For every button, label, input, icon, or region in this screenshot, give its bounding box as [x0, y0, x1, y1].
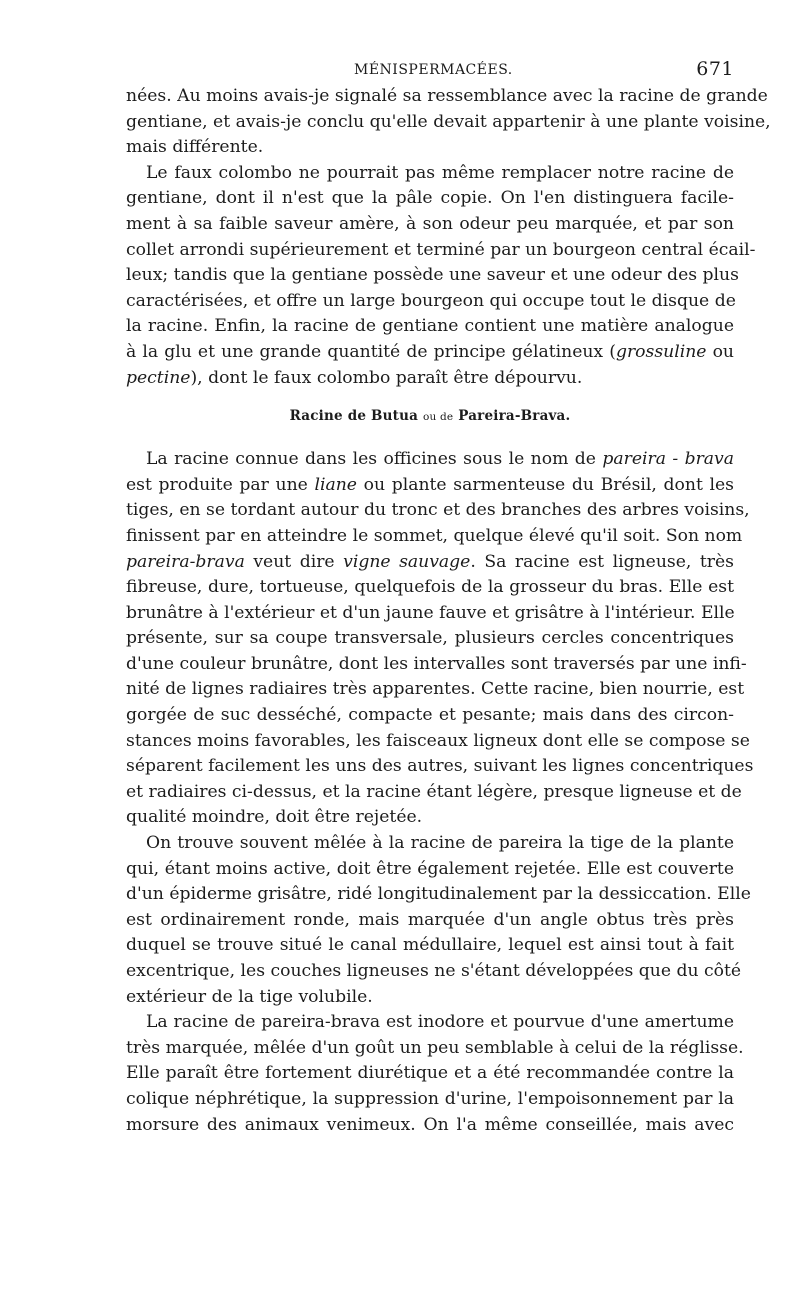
text-line: caractérisées, et offre un large bourgeon qui occupe tout le disque de — [126, 290, 736, 311]
paragraph-2 — [126, 161, 756, 391]
text-segment: ), dont le faux colombo paraît être dépourvu. — [190, 367, 583, 388]
text-line: excentrique, les couches ligneuses ne s'étant développées que du côté — [126, 961, 742, 981]
section-heading — [126, 408, 734, 428]
text-line: colique néphrétique, la suppression d'urine, l'empoisonnement par la — [126, 1088, 734, 1109]
text-line: gentiane, et avais-je conclu qu'elle devait appartenir à une plante voisine, — [126, 111, 771, 132]
text-line: stances moins favorables, les faisceaux ligneux dont elle se compose se — [126, 730, 750, 751]
italic-term: vigne sauvage — [343, 551, 471, 572]
text-line: tiges, en se tordant autour du tronc et des branches des arbres voisins, — [126, 500, 750, 521]
text-line: leux; tandis que la gentiane possède une saveur et une odeur des plus — [126, 265, 739, 286]
text-line: ment à sa faible saveur amère, à son odeur peu marquée, et par son — [126, 213, 734, 234]
text-line: collet arrondi supérieurement et terminé par un bourgeon central écail- — [126, 239, 756, 260]
italic-term: pareira - brava — [602, 449, 734, 470]
text-segment: veut dire — [244, 551, 344, 572]
running-title: MÉNISPERMACÉES. — [354, 62, 513, 78]
paragraph-5 — [126, 1010, 744, 1138]
text-segment: La racine connue dans les officines sous le nom de — [146, 449, 603, 470]
italic-term: pareira-brava — [126, 551, 245, 572]
text-line: La racine de pareira-brava est inodore et pourvue d'une amertume — [146, 1012, 734, 1033]
text-segment: à la glu et une grande quantité de principe gélatineux ( — [126, 341, 616, 362]
page-number: 671 — [696, 58, 734, 80]
text-line: et radiaires ci-dessus, et la racine étant légère, presque ligneuse et de — [126, 781, 742, 802]
paragraph-4 — [126, 831, 751, 1010]
text-line: extérieur de la tige volubile. — [126, 986, 373, 1007]
text-line: très marquée, mêlée d'un goût un peu semblable à celui de la réglisse. — [126, 1037, 744, 1058]
text-line — [126, 447, 734, 473]
text-line: nité de lignes radiaires très apparentes. Cette racine, bien nourrie, est — [126, 679, 745, 700]
text-line: mais différente. — [126, 137, 264, 158]
text-line: d'une couleur brunâtre, dont les intervalles sont traversés par une infi- — [126, 653, 747, 674]
text-line: d'un épiderme grisâtre, ridé longitudinalement par la dessiccation. Elle — [126, 884, 751, 905]
text-line — [126, 366, 734, 392]
text-line: brunâtre à l'extérieur et d'un jaune fauve et grisâtre à l'intérieur. Elle — [126, 602, 735, 623]
text-line — [126, 473, 734, 499]
text-line — [126, 550, 734, 576]
text-segment: . Sa racine est ligneuse, très — [470, 551, 734, 572]
text-line: Le faux colombo ne pourrait pas même remplacer notre racine de — [146, 162, 734, 183]
text-line: qualité moindre, doit être rejetée. — [126, 807, 423, 828]
text-line: est ordinairement ronde, mais marquée d'un angle obtus très près — [126, 909, 734, 930]
italic-term: grossuline — [615, 341, 707, 362]
text-line: On trouve souvent mêlée à la racine de pareira la tige de la plante — [146, 833, 734, 854]
heading-connector: ou de — [422, 411, 454, 424]
text-line: nées. Au moins avais-je signalé sa ressemblance avec la racine de grande — [126, 86, 768, 106]
text-line: la racine. Enfin, la racine de gentiane contient une matière analogue — [126, 316, 734, 337]
heading-part: Pareira-Brava. — [458, 408, 571, 425]
text-line: finissent par en atteindre le sommet, quelque élevé qu'il soit. Son nom — [126, 525, 743, 546]
text-segment: est produite par une — [126, 474, 315, 495]
text-line: gorgée de suc desséché, compacte et pesante; mais dans des circon- — [126, 705, 734, 726]
text-line: morsure des animaux venimeux. On l'a même conseillée, mais avec — [126, 1114, 734, 1135]
text-line: qui, étant moins active, doit être également rejetée. Elle est couverte — [126, 858, 734, 879]
running-head — [126, 58, 734, 84]
italic-term: pectine — [126, 367, 191, 388]
text-segment: ou — [706, 341, 734, 362]
text-line: fibreuse, dure, tortueuse, quelquefois de la grosseur du bras. Elle est — [126, 577, 734, 598]
book-page — [126, 58, 771, 1138]
heading-part: Racine de Butua — [289, 408, 419, 425]
text-line: séparent facilement les uns des autres, suivant les lignes concentriques — [126, 756, 754, 777]
paragraph-1 — [126, 84, 771, 161]
text-line: duquel se trouve situé le canal médullaire, lequel est ainsi tout à fait — [126, 935, 734, 956]
text-line: Elle paraît être fortement diurétique et a été recommandée contre la — [126, 1063, 734, 1084]
italic-term: liane — [314, 474, 357, 495]
text-line — [126, 340, 734, 366]
text-line: présente, sur sa coupe transversale, plusieurs cercles concentriques — [126, 628, 734, 649]
text-line: gentiane, dont il n'est que la pâle copie. On l'en distinguera facile- — [126, 188, 734, 209]
text-segment: ou plante sarmenteuse du Brésil, dont les — [356, 474, 734, 495]
paragraph-3 — [126, 447, 754, 831]
